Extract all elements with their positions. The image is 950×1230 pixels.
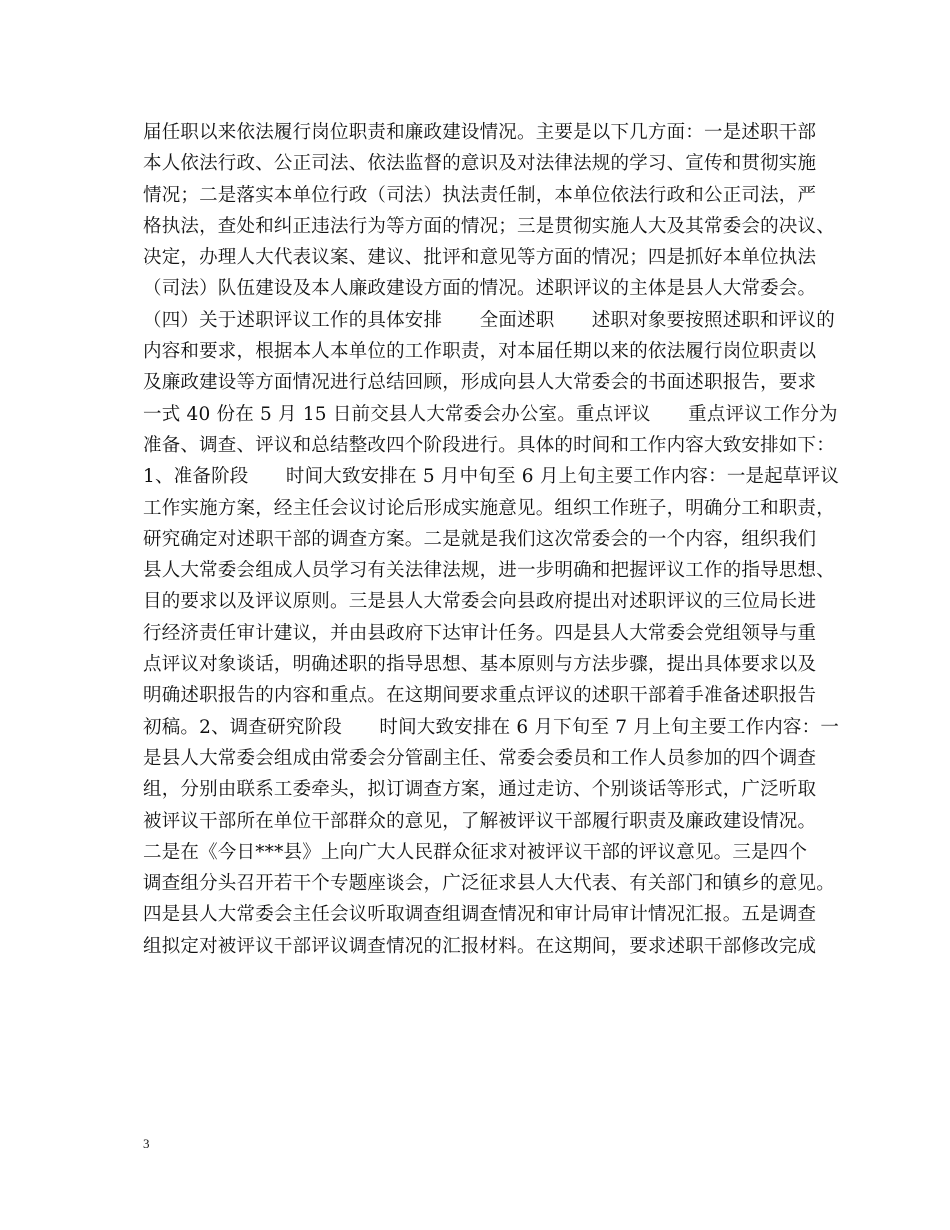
text-line: 格执法，查处和纠正违法行为等方面的情况；三是贯彻实施人大及其常委会的决议、	[143, 215, 835, 237]
text-line: （司法）队伍建设及本人廉政建设方面的情况。述职评议的主体是县人大常委会。	[143, 278, 817, 300]
text-line: 明确述职报告的内容和重点。在这期间要求重点评议的述职干部着手准备述职报告	[143, 685, 817, 707]
text-line: 及廉政建设等方面情况进行总结回顾，形成向县人大常委会的书面述职报告，要求	[143, 372, 817, 394]
text-line: 调查组分头召开若干个专题座谈会，广泛征求县人大代表、有关部门和镇乡的意见。	[143, 873, 835, 895]
text-line: 研究确定对述职干部的调查方案。二是就是我们这次常委会的一个内容，组织我们	[143, 528, 817, 550]
text-line: 届任职以来依法履行岗位职责和廉政建设情况。主要是以下几方面：一是述职干部	[143, 122, 817, 143]
body-text	[143, 117, 840, 962]
text-line: 准备、调查、评议和总结整改四个阶段进行。具体的时间和工作内容大致安排如下：	[143, 434, 835, 456]
text-line: 被评议干部所在单位干部群众的意见，了解被评议干部履行职责及廉政建设情况。	[143, 810, 817, 832]
text-line: 目的要求以及评议原则。三是县人大常委会向县政府提出对述职评议的三位局长进	[143, 591, 817, 613]
text-line: 县人大常委会组成人员学习有关法律法规，进一步明确和把握评议工作的指导思想、	[143, 560, 835, 582]
text-line: 本人依法行政、公正司法、依法监督的意识及对法律法规的学习、宣传和贯彻实施	[143, 153, 817, 175]
text-line: 工作实施方案，经主任会议讨论后形成实施意见。组织工作班子，明确分工和职责，	[143, 497, 835, 519]
text-line: 初稿。2、调查研究阶段 时间大致安排在 6 月下旬至 7 月上旬主要工作内容：一	[143, 716, 840, 738]
text-line: 情况；二是落实本单位行政（司法）执法责任制，本单位依法行政和公正司法，严	[143, 184, 817, 206]
text-line: 内容和要求，根据本人本单位的工作职责，对本届任期以来的依法履行岗位职责以	[143, 341, 817, 363]
text-line: 是县人大常委会组成由常委会分管副主任、常委会委员和工作人员参加的四个调查	[143, 747, 817, 769]
text-line: 四是县人大常委会主任会议听取调查组调查情况和审计局审计情况汇报。五是调查	[143, 904, 817, 926]
text-line: 决定，办理人大代表议案、建议、批评和意见等方面的情况；四是抓好本单位执法	[143, 247, 817, 269]
text-line: 点评议对象谈话，明确述职的指导思想、基本原则与方法步骤，提出具体要求以及	[143, 654, 817, 676]
text-line: 二是在《今日***县》上向广大人民群众征求对被评议干部的评议意见。三是四个	[143, 841, 808, 863]
text-line: 行经济责任审计建议，并由县政府下达审计任务。四是县人大常委会党组领导与重	[143, 622, 817, 644]
text-line: （四）关于述职评议工作的具体安排 全面述职 述职对象要按照述职和评议的	[143, 309, 835, 331]
page-number: 3	[143, 1136, 150, 1151]
text-line: 组拟定对被评议干部评议调查情况的汇报材料。在这期间，要求述职干部修改完成	[143, 935, 817, 957]
text-line: 组，分别由联系工委牵头，拟订调查方案，通过走访、个别谈话等形式，广泛听取	[143, 779, 817, 801]
text-line: 1、准备阶段 时间大致安排在 5 月中旬至 6 月上旬主要工作内容：一是起草评议	[143, 466, 840, 488]
text-line: 一式 40 份在 5 月 15 日前交县人大常委会办公室。重点评议 重点评议工作分为	[143, 403, 838, 425]
